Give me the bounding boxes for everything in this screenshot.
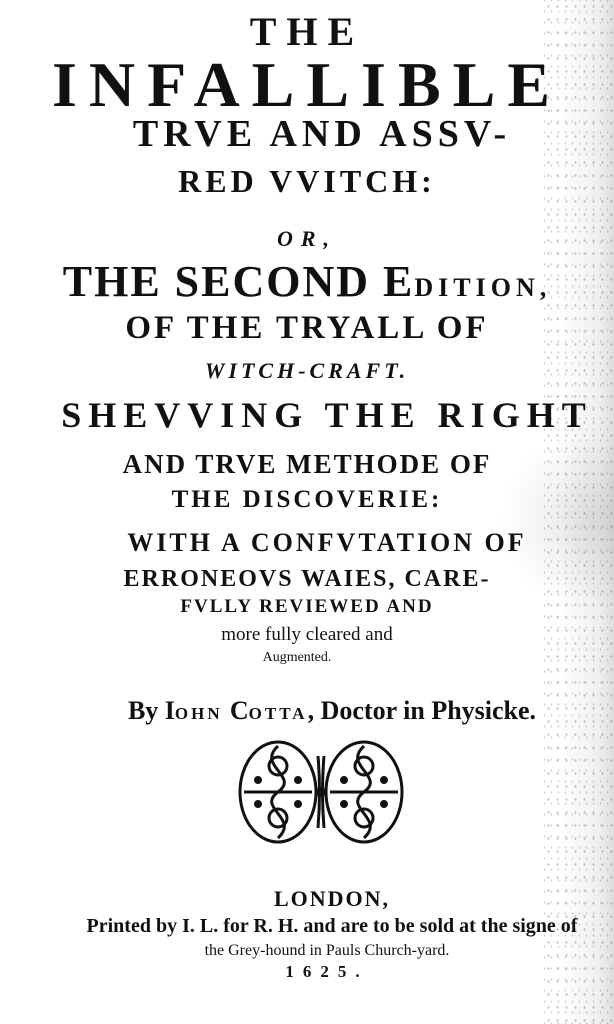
imprint-london: LONDON, — [273, 886, 391, 911]
author-line — [25, 696, 614, 726]
subtitle-confutation: WITH A CONFVTATION OF — [127, 528, 527, 557]
heading-true-and-assured: TRVE AND ASSV- — [132, 113, 512, 155]
printers-ornament-icon — [236, 736, 406, 848]
subtitle-erroneous: ERRONEOVS WAIES, CARE- — [123, 566, 491, 592]
author-first-rest: OHN — [174, 704, 230, 723]
subtitle-augmented: Augmented. — [262, 650, 332, 665]
heading-or: OR, — [276, 226, 338, 251]
heading-witchcraft: WITCH-CRAFT. — [204, 358, 410, 383]
author-last-rest: OTTA — [248, 704, 308, 723]
subtitle-method: AND TRVE METHODE OF — [122, 449, 492, 479]
imprint-sign: the Grey-hound in Pauls Church-yard. — [204, 942, 450, 959]
heading-the: THE — [249, 9, 365, 54]
imprint-printed-by: Printed by I. L. for R. H. and are to be sold at the signe of — [86, 915, 578, 937]
author-suffix: , Doctor in Physicke. — [307, 696, 537, 725]
heading-tryall: OF THE TRYALL OF — [125, 310, 489, 346]
author-first-initial: I — [164, 696, 175, 725]
author-by: By — [127, 696, 165, 725]
subtitle-fully-reviewed: FVLLY REVIEWED AND — [180, 596, 434, 617]
heading-red-witch: RED VVITCH: — [178, 163, 436, 199]
subtitle-shewing: SHEVVING THE RIGHT — [61, 395, 593, 435]
subtitle-discoverie: THE DISCOVERIE: — [171, 486, 443, 513]
second-edition-main: THE SECOND E — [62, 257, 415, 306]
heading-second-edition — [0, 256, 614, 307]
heading-infallible: INFALLIBLE — [51, 49, 563, 120]
second-edition-smallcaps: DITION, — [414, 273, 552, 302]
subtitle-more-fully: more fully cleared and — [221, 624, 393, 645]
author-last-initial: C — [229, 696, 249, 725]
imprint-year: 1625. — [285, 962, 369, 981]
